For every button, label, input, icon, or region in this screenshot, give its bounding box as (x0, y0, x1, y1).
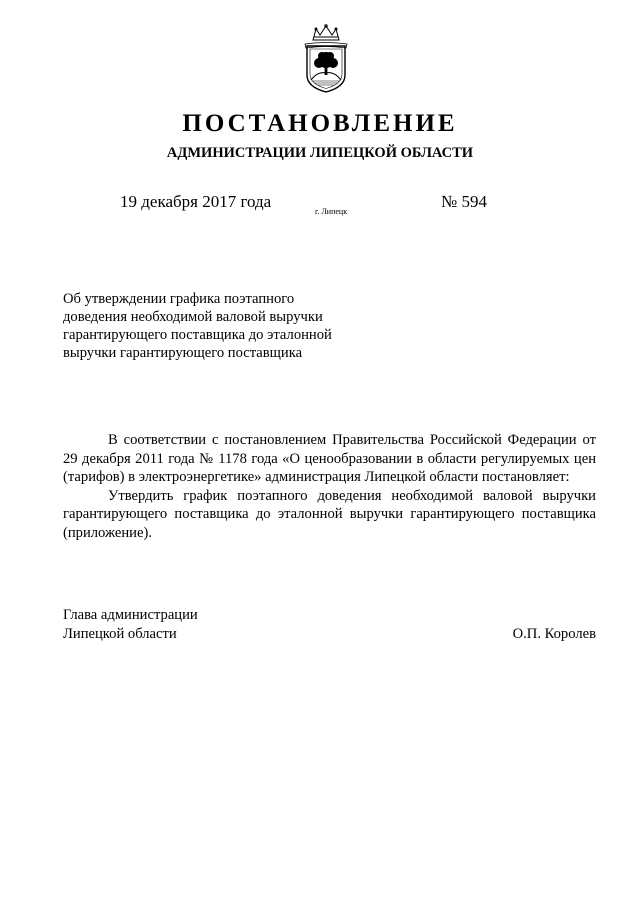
issuing-authority: АДМИНИСТРАЦИИ ЛИПЕЦКОЙ ОБЛАСТИ (166, 145, 474, 161)
document-body (63, 431, 596, 542)
document-number: № 594 (441, 192, 487, 211)
body-line: Утвердить график поэтапного доведения необходимой валовой выручки (108, 487, 596, 504)
body-line: 29 декабря 2011 года № 1178 года «О ценообразовании в области регулируемых цен (63, 450, 596, 467)
body-line: гарантирующего поставщика до эталонной выручки гарантирующего поставщика (63, 506, 596, 522)
document-title: ПОСТАНОВЛЕНИЕ (182, 110, 458, 137)
document-city: г. Липецк (315, 207, 348, 216)
signer-position (63, 606, 198, 644)
signer-position-line: Глава администрации (63, 607, 198, 623)
signer-name: О.П. Королев (512, 626, 596, 642)
subject-line: Об утверждении графика поэтапного (63, 291, 295, 307)
body-line: (тарифов) в электроэнергетике» администрация Липецкой области постановляет: (63, 469, 570, 485)
body-line: (приложение). (63, 524, 152, 541)
subject-line: доведения необходимой валовой выручки (63, 309, 323, 325)
document-subject (63, 290, 383, 362)
signer-position-line: Липецкой области (63, 626, 177, 642)
body-line: В соответствии с постановлением Правительства Российской Федерации от (108, 432, 596, 448)
document-date: 19 декабря 2017 года (120, 192, 272, 211)
subject-line: гарантирующего поставщика до эталонной (63, 327, 332, 343)
coat-of-arms-icon (299, 23, 353, 95)
subject-line: выручки гарантирующего поставщика (63, 345, 303, 361)
